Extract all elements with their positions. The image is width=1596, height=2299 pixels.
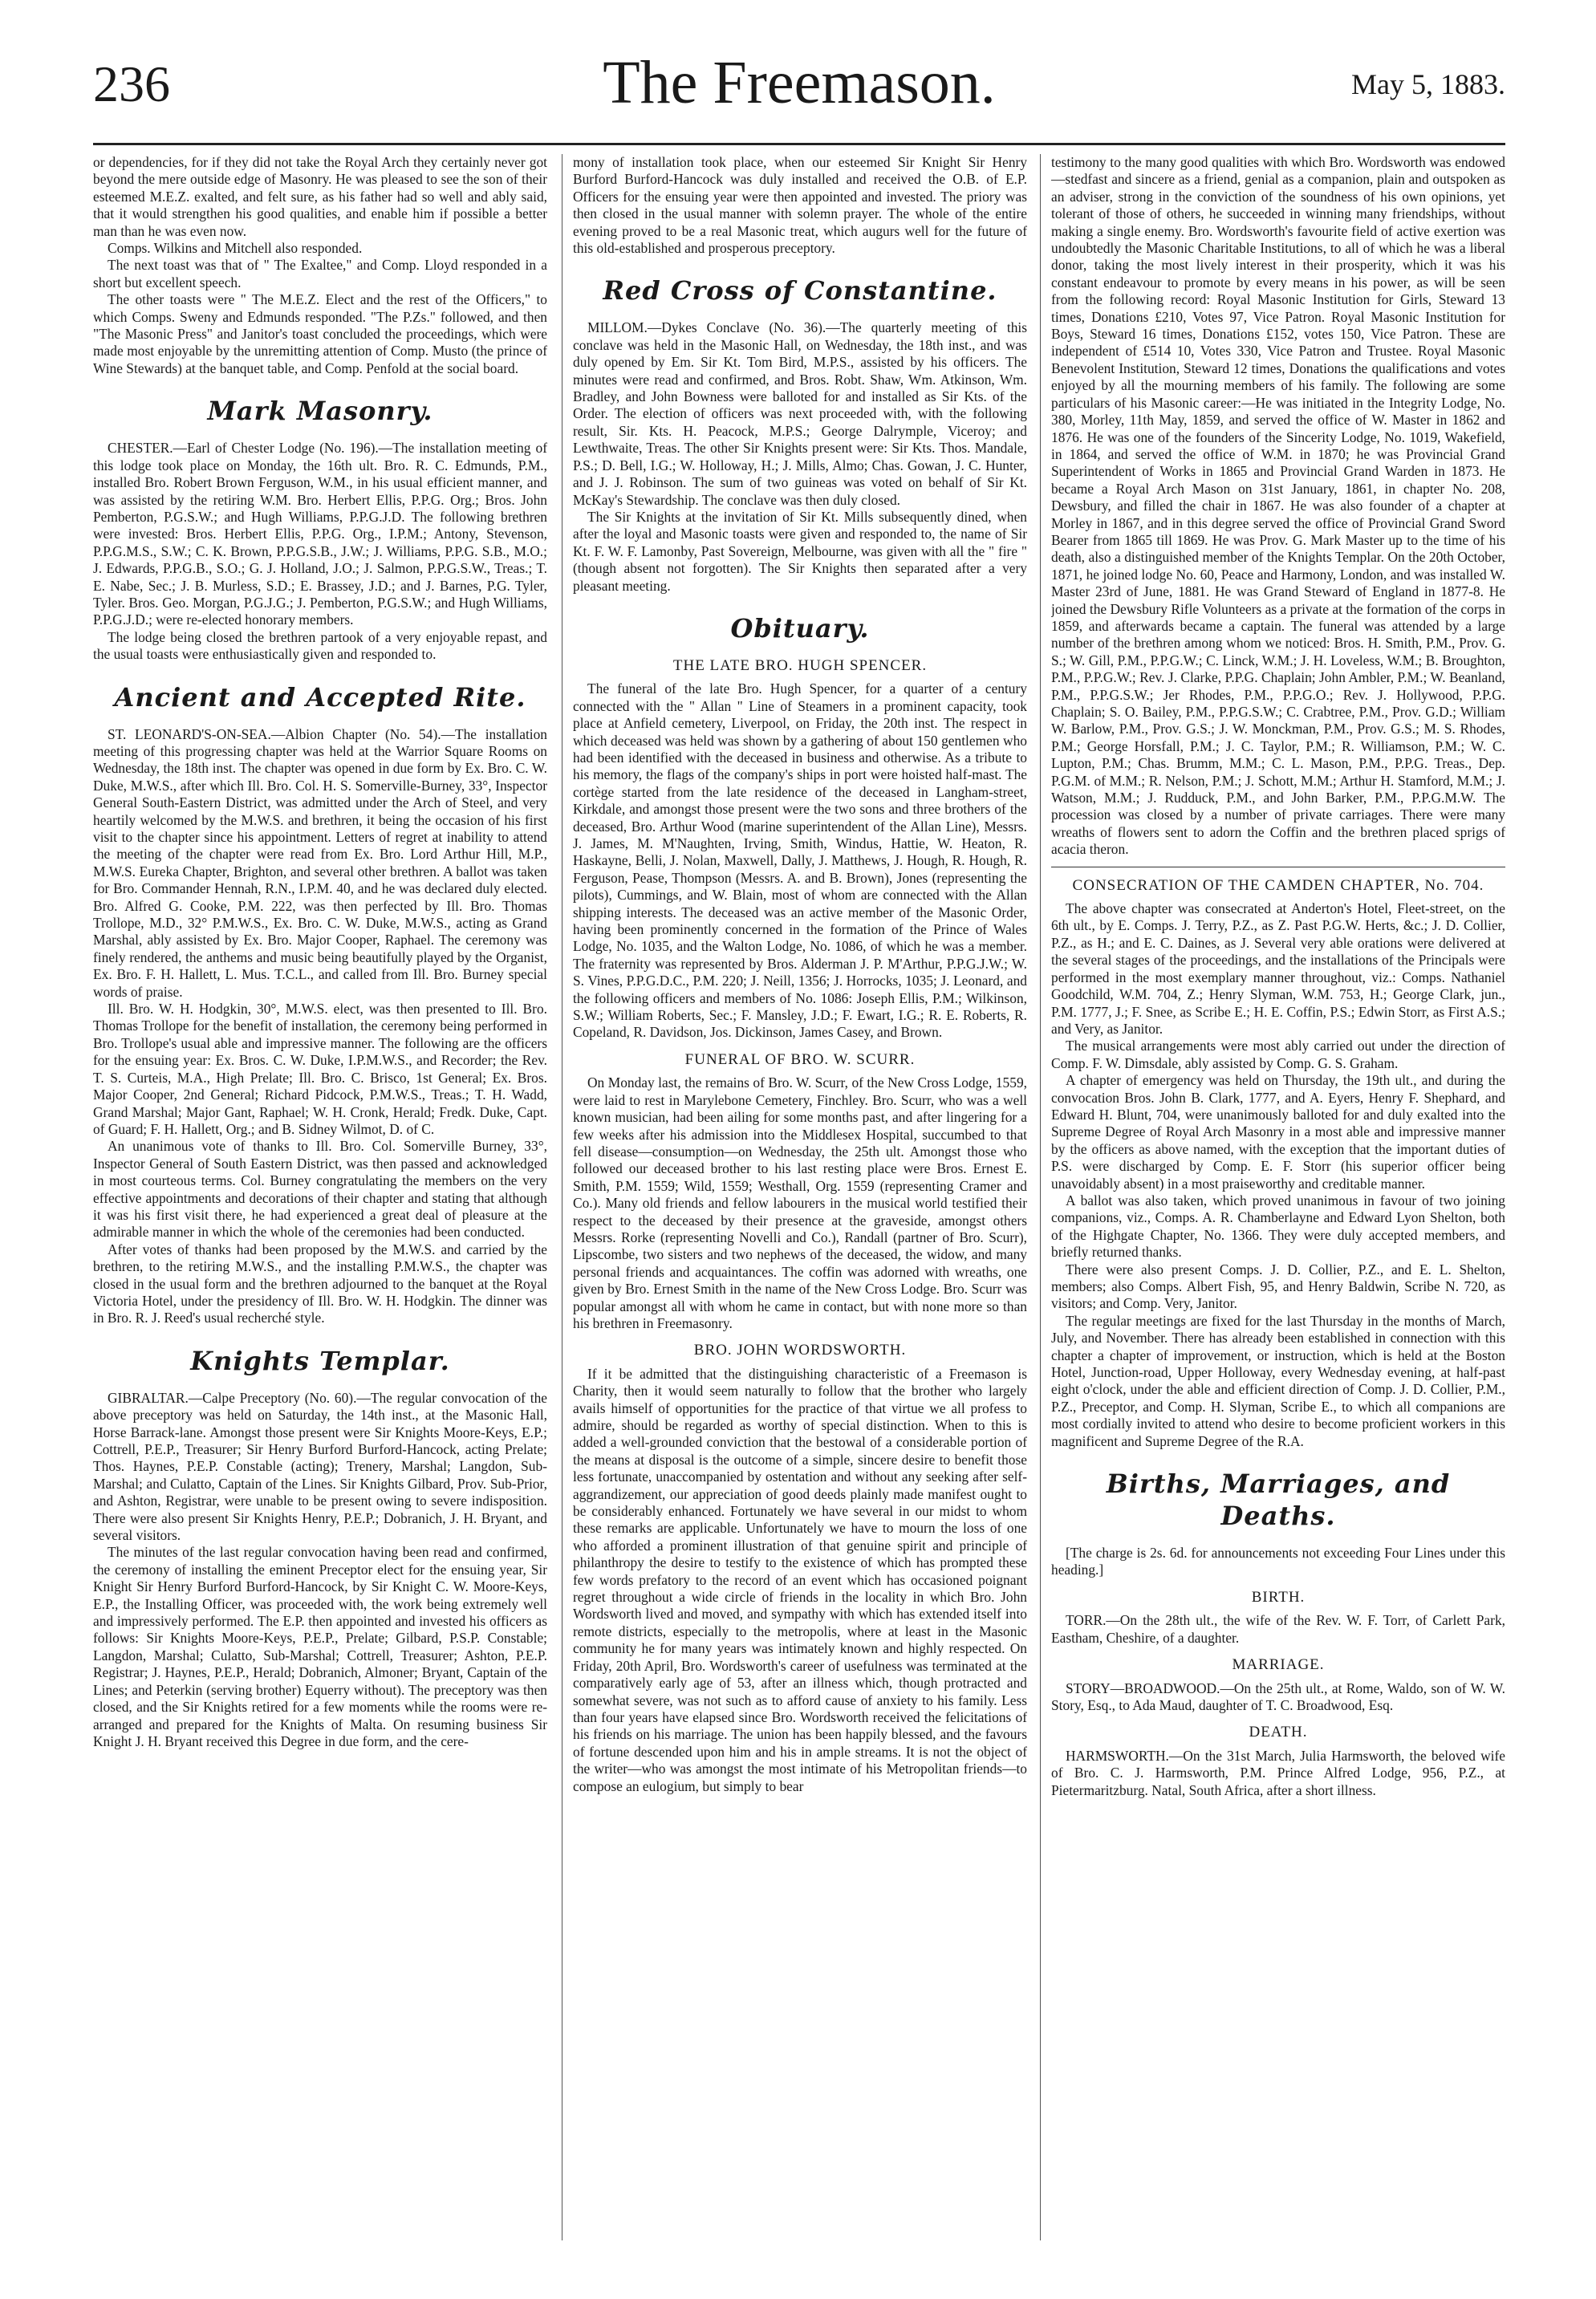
paragraph: Comps. Wilkins and Mitchell also responded.: [108, 240, 363, 257]
paragraph: The minutes of the last regular convocation having been read and confirmed, the ceremony of installing the eminent Preceptor elect for the ensuing year, Sir Knight Sir Henry Burford Burford-Hancock, by Sir Knight C. W. Moore-Keys, E.P., the Installing Officer, was proceeded with, the work being extremely well and impressively performed. The E.P. then appointed and invested his officers as follows: Sir Knights Moore-Keys, P.E.P., Prelate; Gilbard, P.S.P. Constable; Langdon, Marshal; Culatto, Sub-Marshal; Cottrell, Treasurer; Ashton, P.E.P. Registrar; J. Haynes, P.E.P., Herald; Dobranich, Almoner; Bryant, Captain of the Lines; and Peterkin (serving brother) Equerry without). The preceptory was then closed, and the Sir Knights retired for a few moments while the rooms were re-arranged and prepared for the Knights of Malta. On resuming business Sir Knight J. H. Bryant received this Degree in due form, and the cere-: [93, 1544, 547, 1749]
paragraph: The funeral of the late Bro. Hugh Spencer, for a quarter of a century connected with the " Allan " Line of Steamers in a prominent capacity, took place at Anfield cemetery, Liverpool, on Friday, the 20th inst. The respect in which deceased was held was shown by a gathering of about 150 gentlemen who had been identified with the deceased in business and otherwise. As a tribute to his memory, the flags of the company's ships in port were hoisted half-mast. The cortège started from the late residence of the deceased in Langham-street, Kirkdale, and amongst those present were the two sons and three brothers of the deceased, Bro. Arthur Wood (marine superintendent of the Allan Line), Messrs. J. James, M. M'Naughten, Irving, Smith, Windus, Hattie, W. Heaton, R. Haskayne, Belli, J. Nolan, Maxwell, Dally, J. Matthews, J. Hough, R. Hough, R. Ferguson, Pease, Thompson (Messrs. A. and B. Brown), Jones (representing the pilots), Cummings, and W. Blain, most of whom are connected with the Allan shipping interests. The deceased was an active member of the Masonic Order, having been prominently concerned in the formation of the Prince of Wales Lodge, No. 1035, and the Walton Lodge, No. 1086, of which he was a member. The fraternity was represented by Bros. Alderman J. P. M'Arthur, P.P.G.J.W.; W. S. Vines, P.P.G.D.C., P.M. 220; J. Neill, 1356; J. Horrocks, 1035; J. Leonard, and the following officers and members of No. 1086: Joseph Ellis, P.M.; Wilkinson, S.W.; William Roberts, Sec.; F. Mansley, J.D.; F. Ewart, I.G.; R. E. Roberts, R. Copeland, R. Davidson, Jos. Dickinson, James Casey, and Brown.: [573, 680, 1027, 1041]
newspaper-title: The Freemason.: [603, 49, 996, 116]
section-heading-mark-masonry: Mark Masonry.: [207, 396, 433, 427]
section-heading-births-marriages-deaths: Births, Marriages, and Deaths.: [1106, 1468, 1451, 1532]
paragraph: The above chapter was consecrated at Anderton's Hotel, Fleet-street, on the 6th ult., by E. Comps. J. Terry, P.Z., as Z. Past P.G.W. Herts, &c.; J. D. Collier, P.Z., as H.; and E. C. Daines, as J. Several very able orations were delivered at the several stages of the proceedings, and the installations of the Principals were performed in the most exemplary manner throughout, viz.: Comps. Nathaniel Goodchild, W.M. 704, Z.; Henry Slyman, W.M. 753, H.; George Clark, jun., P.M. 1777, J.; F. Snee, as Scribe E.; H. E. Coffin, P.S.; Edwin Storr, as First A.S.; and Very, as Janitor.: [1051, 900, 1505, 1037]
paragraph: The other toasts were " The M.E.Z. Elect and the rest of the Officers," to which Comps. Sweny and Edmunds responded. "The P.Zs." followed, and then "The Masonic Press" and Janitor's toast concluded the proceedings, which were made most enjoyable by the unremitting attention of Comp. Musto (the prince of Wine Stewards) at the banquet table, and Comp. Penfold at the social board.: [93, 291, 547, 376]
paragraph: ST. LEONARD'S-ON-SEA.—Albion Chapter (No. 54).—The installation meeting of this progressing chapter was held at the Warrior Square Rooms on Wednesday, the 18th inst. The chapter was opened in due form by Ex. Bro. C. W. Duke, M.W.S., after which Ill. Bro. Col. H. S. Somerville-Burney, 33°, Inspector General South-Eastern District, was admitted under the Arch of Steel, and very heartily welcomed by the M.W.S. and brethren, it being the occasion of his first visit to the chapter since his appointment. Letters of regret at inability to attend the meeting of the chapter were read from Ex. Bro. Lord Arthur Hill, M.P., M.W.S. Eureka Chapter, Brighton, and several other brethren. A ballot was taken for Bro. Commander Hennah, R.N., I.P.M. 40, and he was declared duly elected. Bro. Alfred G. Cooke, P.M. 222, was then perfected by Ill. Bro. Thomas Trollope, M.D., 32° P.M.W.S., Ex. Bro. C. W. Duke, M.W.S., acting as Grand Marshal, ably assisted by Ex. Bro. Major Cooper, Raphael. The ceremony was finely rendered, the anthems and music being beautifully played by the Organist, Ex. Bro. F. H. Hallett, L. Mus. T.C.L., and called from Ill. Bro. Burney special words of praise.: [93, 725, 547, 1000]
birth-label: BIRTH.: [1251, 1588, 1306, 1606]
paragraph: CHESTER.—Earl of Chester Lodge (No. 196).—The installation meeting of this lodge took place on Monday, the 16th ult. Bro. R. C. Edmunds, P.M., installed Bro. Robert Brown Ferguson, W.M., in his usual efficient manner, and was assisted by the retiring W.M. Bro. Herbert Ellis, P.P.G. Org.; Bros. John Pemberton, P.G.S.W.; and Hugh Williams, P.P.G.J.D. The following brethren were invested: Bros. Herbert Ellis, P.P.G. Org., I.P.M.; Antony, Stevenson, P.P.G.M.S., S.W.; C. K. Brown, P.P.G.S.B., J.W.; J. Williams, P.P.G. S.B., M.O.; J. Edwards, P.P.G.B., S.O.; G. J. Holland, J.O.; J. Salmon, P.P.G.S.W., Treas.; T. E. Nabe, Sec.; J. B. Murless, S.D.; E. Brassey, J.D.; and J. Barnes, P.G. Tyler, Tyler. Bros. Geo. Morgan, P.G.J.G.; J. Pemberton, P.G.S.W.; and Hugh Williams, P.P.G.J.D.; were re-elected honorary members.: [93, 440, 547, 628]
paragraph: The musical arrangements were most ably carried out under the direction of Comp. F. W. Dimsdale, ably assisted by Comp. G. S. Graham.: [1051, 1038, 1505, 1071]
paragraph: The Sir Knights at the invitation of Sir Kt. Mills subsequently dined, when after the loyal and Masonic toasts were given and responded to, the name of Sir Kt. F. W. F. Lamonby, Past Sovereign, Melbourne, was given with all the " fire " (though absent not forgotten). The Sir Knights then separated after a very pleasant meeting.: [573, 508, 1027, 594]
paragraph: After votes of thanks had been proposed by the M.W.S. and carried by the brethren, to the retiring M.W.S., and the installing P.M.W.S., the chapter was closed in the usual form and the brethren adjourned to the banquet at the Royal Victoria Hotel, under the presidency of Ill. Bro. W. H. Hodgkin. The dinner was in Bro. R. J. Reed's usual recherché style.: [93, 1241, 547, 1326]
paragraph: The next toast was that of " The Exaltee," and Comp. Lloyd responded in a short but excellent speech.: [93, 257, 547, 290]
marriage-label: MARRIAGE.: [1232, 1656, 1325, 1674]
column-2: [573, 154, 1027, 2248]
section-heading-knights-templar: Knights Templar.: [190, 1345, 450, 1376]
marriage-notice: STORY—BROADWOOD.—On the 25th ult., at Rome, Waldo, son of W. W. Story, Esq., to Ada Maud, daughter of T. C. Broadwood, Esq.: [1051, 1680, 1505, 1713]
column-1: [93, 154, 547, 2248]
paragraph: testimony to the many good qualities with which Bro. Wordsworth was endowed—stedfast and sincere as a friend, genial as a companion, plain and outspoken as an adviser, strong in the conviction of the soundness of his own opinions, yet tolerant of those of others, he succeeded in winning many friendships, without making a single enemy. Bro. Wordsworth's favourite field of active exertion was undoubtedly the Masonic Charitable Institutions, to all of which he was a liberal donor, taking the most lively interest in their prosperity, which it was his constant endeavour to promote by every means in his power, as will be seen from the following record: Royal Masonic Institution for Girls, Steward 13 times, Donations £210, Votes 97, Vice Patron. Royal Masonic Institution for Boys, Steward 16 times, Donations £152, votes 150, Vice Patron. These are independent of £514 10, Votes 330, Vice Patron and Trustee. Royal Masonic Benevolent Institution, Steward 12 times, Donations the qualifications and votes enjoyed by all the mourning members of his family. The following are some particulars of his Masonic career:—He was initiated in the Integrity Lodge, No. 380, Morley, 11th May, 1859, and served the office of W. Master in 1862 and 1876. He was one of the founders of the Sincerity Lodge, No. 1019, Wakefield, in 1864, and served the office of W.M. in 1870; he was Provincial Grand Superintendent of Works in 1865 and Provincial Grand Warden in 1873. He became a Royal Arch Mason on 31st January, 1861, in chapter No. 208, Dewsbury, and filled the chair in 1867. He was also founder of a chapter at Morley in 1867, and in this degree served the office of Provincial Grand Sword Bearer from 1865 till 1869. He was Prov. G. Mark Master up to the time of his death, also a distinguished member of the Knights Templar. On the 20th October, 1871, he joined lodge No. 60, Peace and Harmony, London, and was installed W. Master 23rd of June, 1881. He was Grand Steward of England in 1877-8. He joined the Dewsbury Rifle Volunteers as a private at the formation of the corps in 1859, and afterwards became a captain. The funeral was attended by a large number of the brethren among whom we noticed: Bros. H. Smith, P.M., Prov. G. S.; W. Gill, P.M., P.P.G.W.; C. Linck, W.M.; J. H. Loveless, W.M.; B. Broughton, P.M., P.P.G.W.; Rev. J. Clarke, P.P.G. Chaplain; John Ambler, P.M.; W. Beanland, P.M., P.P.G.S.W.; Jer Rhodes, P.M., P.P.G.O.; Rev. J. Hollywood, P.P.G. Chaplain; S. O. Bailey, P.M., P.P.G.S.W.; C. Crabtree, P.M., Prov. G.D.; William W. Barlow, P.M., Prov. G.S.; J. W. Monckman, P.M., Prov. G.S.; M. S. Rhodes, P.M.; George Horsfall, P.M.; J. C. Taylor, P.M.; R. Williamson, P.M.; W. C. Lupton, P.M.; Chas. Brumm, M.M.; C. L. Mason, P.M., P.P.G. Treas., Dep. P.G.M. of M.M.; R. Nelson, P.M.; J. Schott, M.M.; Arthur H. Stamford, M.M.; J. Watson, M.M.; J. Rudduck, P.M., and John Barker, P.M., P.P.G.M.W. The procession was closed by a number of private carriages. There were many wreaths of flowers sent to adorn the Coffin and the brethren placed sprigs of acacia theron.: [1051, 154, 1505, 858]
death-label: DEATH.: [1249, 1724, 1308, 1741]
header-rule: [93, 143, 1505, 145]
column-divider: [1040, 154, 1041, 2240]
paragraph: MILLOM.—Dykes Conclave (No. 36).—The quarterly meeting of this conclave was held in the Masonic Hall, on Wednesday, the 18th inst., and was duly opened by Em. Sir Kt. Tom Bird, M.P.S., assisted by his officers. The minutes were read and confirmed, and Bros. Robt. Shaw, Wm. Atkinson, Wm. Bradley, and John Bowness were balloted for and installed as Sir Kts. of the Order. The election of officers was next proceeded with, with the following result, Sir. Kts. H. Peacock, M.P.S.; George Dalrymple, Viceroy; and Lewthwaite, Treas. The other Sir Knights present were: Sir Kts. Thos. Mandale, P.S.; D. Bell, I.G.; W. Holloway, H.; J. Mills, Almo; Chas. Gowan, J. C. Hunter, and J. J. Robinson. The sum of two guineas was voted on behalf of Sir Kt. McKay's Stewardship. The conclave was then duly closed.: [573, 319, 1027, 508]
paragraph: There were also present Comps. J. D. Collier, P.Z., and E. L. Shelton, members; also Comps. Albert Fish, 95, and Henry Baldwin, Scribe N. 720, as visitors; and Comp. Very, Janitor.: [1051, 1261, 1505, 1312]
column-3: [1051, 154, 1505, 2248]
paragraph: GIBRALTAR.—Calpe Preceptory (No. 60).—The regular convocation of the above preceptory was held on Saturday, the 14th inst., at the Masonic Hall, Horse Barrack-lane. Amongst those present were Sir Knights Moore-Keys, E.P.; Cottrell, P.E.P., Treasurer; Sir Henry Burford Burford-Hancock, acting Prelate; Thos. Haynes, P.E.P. Constable (acting); Trenery, Marshal; Langdon, Sub-Marshal; and Culatto, Captain of the Lines. Sir Knights Gilbard, Prov. Sub-Prior, and Ashton, Registrar, were unable to be present owing to severe indisposition. There were also present Sir Knights Henry, P.E.P.; Dobranich, J. H. Bryant, and several visitors.: [93, 1389, 547, 1544]
paragraph: mony of installation took place, when our esteemed Sir Knight Sir Henry Burford Burford-Hancock was duly installed and received the O.B. of E.P. Officers for the ensuing year were then appointed and invested. The priory was then closed in the usual manner with solemn prayer. The whole of the entire evening proved to be a real Masonic treat, which augurs well for the future of this old-established and prosperous preceptory.: [573, 154, 1027, 257]
obituary-title: THE LATE BRO. HUGH SPENCER.: [672, 656, 928, 674]
paragraph: Ill. Bro. W. H. Hodgkin, 30°, M.W.S. elect, was then presented to Ill. Bro. Thomas Trollope for the benefit of installation, the ceremony being performed in Bro. Trollope's usual able and impressive manner. The following are the officers for the ensuing year: Ex. Bros. C. W. Duke, I.P.M.W.S., and Recorder; the Rev. T. S. Curteis, M.A., High Prelate; Ill. Bro. C. Brisco, 1st General; Ex. Bros. Major Cooper, 2nd General; Richard Pidcock, P.M.W.S., Treas.; T. H. Wadd, Grand Marshal; Major Gant, Raphael; W. H. Cronk, Herald; Fredk. Duke, Capt. of Guard; F. H. Hallett, Org.; and B. Sidney Wilmot, D. of C.: [93, 1001, 547, 1137]
paragraph: An unanimous vote of thanks to Ill. Bro. Col. Somerville Burney, 33°, Inspector General of South Eastern District, was then passed and acknowledged in most courteous terms. Col. Burney congratulating the members on the very effective appointments and decorations of their chapter and stating that although it was his first visit there, he had experienced a great deal of pleasure at the admirable manner in which the whole of the ceremonies had been conducted.: [93, 1138, 547, 1241]
birth-notice: TORR.—On the 28th ult., the wife of the Rev. W. F. Torr, of Carlett Park, Eastham, Cheshire, of a daughter.: [1051, 1612, 1505, 1646]
section-heading-red-cross: Red Cross of Constantine.: [603, 275, 997, 307]
page-number: 236: [93, 55, 170, 112]
paragraph: or dependencies, for if they did not take the Royal Arch they certainly never got beyond the mere outside edge of Masonry. He was pleased to see the son of their esteemed M.E.Z. exalted, and felt sure, as his father had so well and ably said, that it would strengthen his good qualities, and enable him if possible a better man than he was even now.: [93, 154, 547, 239]
section-heading-ancient-accepted: Ancient and Accepted Rite.: [114, 681, 526, 713]
consecration-title: CONSECRATION OF THE CAMDEN CHAPTER, No. 704.: [1072, 876, 1484, 894]
paragraph: On Monday last, the remains of Bro. W. Scurr, of the New Cross Lodge, 1559, were laid to rest in Marylebone Cemetery, Finchley. Bro. Scurr, who was a well known musician, had been ailing for some months past, and after lingering for a few weeks after his admission into the Middlesex Hospital, succumbed to that fell disease—consumption—on Wednesday, the 25th ult. Amongst those who followed our deceased brother to his last resting place were Bros. Ernest E. Smith, P.M. 1559; Wild, 1559; Westhall, Org. 1559 (representing Cramer and Co.). Many old friends and fellow labourers in the musical world testified their respect to the deceased by their presence at the graveside, amongst others Messrs. Rorke (representing Novelli and Co.), Randall (partner of Bro. Scurr), Lipscombe, two sisters and two nephews of the deceased, the widow, and many personal friends and acquaintances. The coffin was adorned with wreaths, one given by Bro. Ernest Smith in the name of the New Cross Lodge. Bro. Scurr was popular amongst all with whom he came in contact, but with none more so than his brethren in Freemasonry.: [573, 1074, 1027, 1331]
notice-charge-note: [The charge is 2s. 6d. for announcements not exceeding Four Lines under this heading.]: [1051, 1545, 1505, 1578]
paragraph: If it be admitted that the distinguishing characteristic of a Freemason is Charity, then it would seem naturally to follow that the brother who largely avails himself of opportunities for the practice of that virtue we all profess to admire, should be regarded as worthy of special distinction. When to this is added a well-grounded conviction that the bestowal of a considerable portion of the means at disposal is the outcome of a simple, sincere desire to benefit those less fortunate, unaccompanied by ostentation and without any seeking after self-aggrandizement, our appreciation of good deeds plainly made manifest ought to be considerably enhanced. Fortunately we have several in our midst to whom these remarks are applicable. Unfortunately we have to mourn the loss of one who afforded a prominent illustration of that genuine spirit and principle of philanthropy the desire to testify to the existence of which has prompted these few words prefatory to the record of an event which has occasioned poignant regret throughout a wide circle of friends in the locality in which Bro. John Wordsworth lived and moved, and sympathy with which has extended itself into remote districts, especially to the metropolis, where at least in the Masonic community he for many years was intimately known and highly respected. On Friday, 20th April, Bro. Wordsworth's career of usefulness was terminated at the comparatively early age of 53, after an illness which, though protracted and somewhat severe, was not such as to afford cause of anxiety to his family. Less than four years have elapsed since Bro. Wordsworth received the felicitations of his friends on his marriage. The union has been happily blessed, and the favours of fortune descended upon him and his in ample streams. It is not the object of the writer—who was amongst the most intimate of his Metropolitan friends—to compose an eulogium, but simply to bear: [573, 1365, 1027, 1794]
death-notice: HARMSWORTH.—On the 31st March, Julia Harmsworth, the beloved wife of Bro. C. J. Harmsworth, P.M. Prince Alfred Lodge, 956, P.Z., at Pietermaritzburg. Natal, South Africa, after a short illness.: [1051, 1747, 1505, 1798]
paragraph: A ballot was also taken, which proved unanimous in favour of two joining companions, viz., Comps. A. R. Chamberlayne and Edward Lyon Shelton, both of the Highgate Chapter, No. 1366. They were duly accepted members, and briefly returned thanks.: [1051, 1192, 1505, 1261]
issue-date: May 5, 1883.: [1351, 68, 1505, 100]
obituary-title: FUNERAL OF BRO. W. SCURR.: [684, 1050, 916, 1068]
obituary-title: BRO. JOHN WORDSWORTH.: [693, 1342, 907, 1359]
paragraph: The regular meetings are fixed for the last Thursday in the months of March, July, and November. There has already been established in connection with this chapter a chapter of improvement, or instruction, which is held at the Boston Hotel, Junction-road, Upper Holloway, every Wednesday evening, at half-past eight o'clock, under the able and efficient direction of Comp. J. D. Collier, P.M., P.Z., Preceptor, and Comp. H. Slyman, Scribe E., to which all companions are most cordially invited to attend who desire to become proficient workers in this magnificent and Supreme Degree of the R.A.: [1051, 1312, 1505, 1449]
paragraph: The lodge being closed the brethren partook of a very enjoyable repast, and the usual toasts were enthusiastically given and responded to.: [93, 628, 547, 663]
paragraph: A chapter of emergency was held on Thursday, the 19th ult., and during the convocation Bros. John B. Clark, 1777, and A. Eyers, Henry F. Shephard, and Edward H. Blunt, 704, were unanimously balloted for and duly exalted into the Supreme Degree of Royal Arch Masonry in a most able and impressive manner by the officers as above named, with the exception that the important duties of P.S. were discharged by Comp. E. F. Storr (his superior officer being unavoidably absent) in a most praiseworthy and creditable manner.: [1051, 1072, 1505, 1192]
article-columns: [93, 154, 1505, 2248]
section-heading-obituary: Obituary.: [730, 612, 870, 644]
masthead: [93, 48, 1505, 128]
